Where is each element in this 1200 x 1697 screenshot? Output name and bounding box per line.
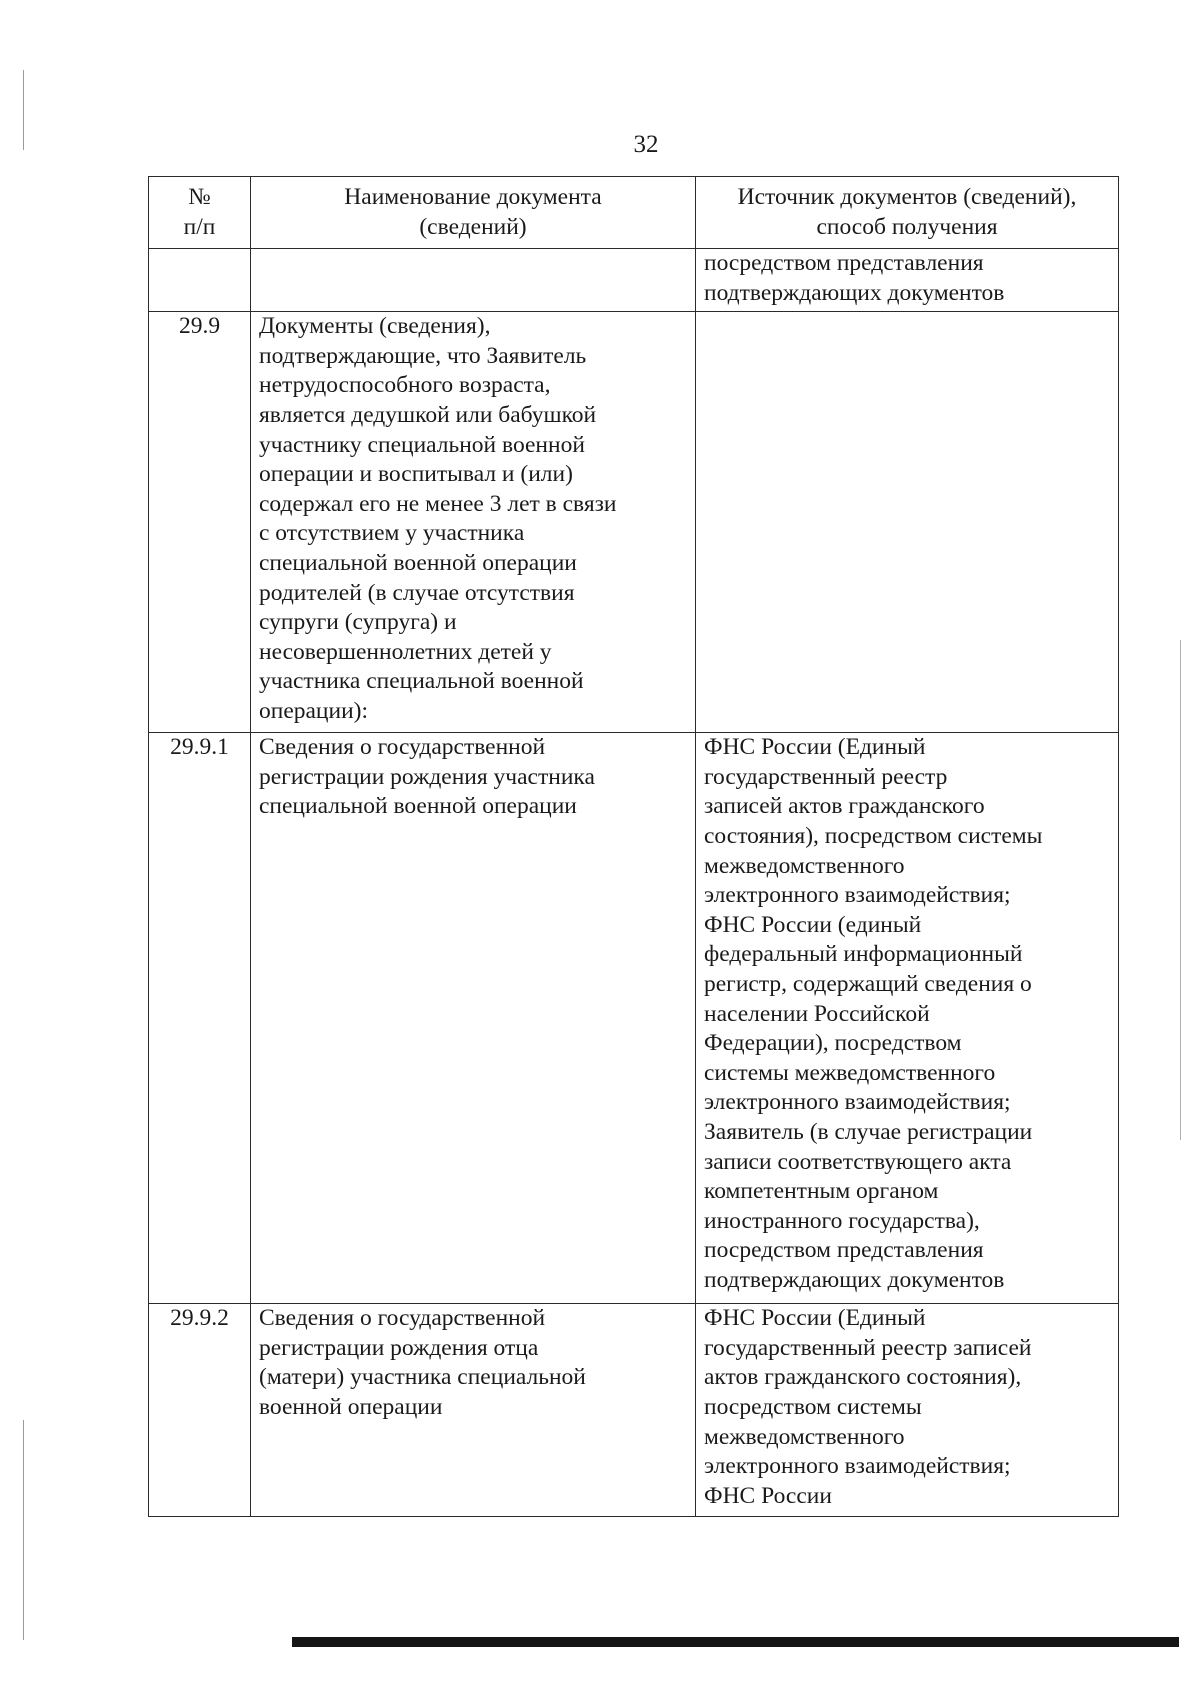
row-source-cell — [696, 249, 1119, 312]
row-source-cell — [696, 733, 1119, 1304]
row-name-cell — [251, 249, 696, 312]
row-source-cell — [696, 1304, 1119, 1517]
row-source: ФНС России (Единый государственный реестр записей актов гражданского состояния), посредством системы межведомственного электронного взаимодействия; ФНС России — [704, 1305, 1032, 1509]
scan-edge-line-left-lower — [23, 1420, 24, 1640]
header-num — [149, 177, 251, 249]
scan-bottom-bar — [292, 1637, 1179, 1647]
header-source — [696, 177, 1119, 249]
table-row — [149, 1304, 1119, 1517]
row-name-cell — [251, 1304, 696, 1517]
row-num: 29.9.2 — [170, 1305, 229, 1332]
row-name: Документы (сведения), подтверждающие, что Заявитель нетрудоспособного возраста, является дедушкой или бабушкой участнику специальной военной операции и воспитывал и (или) содержал его не менее 3 лет в связи с отсутствием у участника специальной военной операции родителей (в случае отсутствия супруги (супруга) и несовершеннолетних детей у участника специальной военной операции): — [259, 313, 617, 724]
document-table — [148, 176, 1119, 1517]
row-source: ФНС России (Единый государственный реестр записей актов гражданского состояния), посредством системы межведомственного электронного взаимодействия; ФНС России (единый федеральный информационный регистр, содержащий сведения о населении Российской Федерации), посредством системы межведомственного электронного взаимодействия; Заявитель (в случае регистрации записи соответствующего акта компетентным органом иностранного государства), посредством представления подтверждающих документов — [704, 734, 1043, 1293]
table-row — [149, 733, 1119, 1304]
row-num-cell — [149, 1304, 251, 1517]
row-num-cell — [149, 733, 251, 1304]
scan-edge-line-right — [1180, 640, 1181, 1140]
header-source-label: Источник документов (сведений), способ получения — [737, 184, 1077, 240]
row-source-cell — [696, 312, 1119, 733]
header-num-label: № п/п — [183, 184, 216, 240]
table-row — [149, 312, 1119, 733]
row-source: посредством представления подтверждающих документов — [704, 250, 1005, 306]
header-name-label: Наименование документа (сведений) — [344, 184, 602, 240]
header-name — [251, 177, 696, 249]
table-header-row — [149, 177, 1119, 249]
page-number: 32 — [633, 131, 659, 158]
row-name-cell — [251, 733, 696, 1304]
row-name-cell — [251, 312, 696, 733]
row-num-cell — [149, 249, 251, 312]
row-num: 29.9 — [178, 313, 221, 340]
row-num-cell — [149, 312, 251, 733]
row-name: Сведения о государственной регистрации рождения участника специальной военной операции — [259, 734, 595, 820]
row-num: 29.9.1 — [170, 734, 229, 761]
row-name: Сведения о государственной регистрации рождения отца (матери) участника специальной военной операции — [259, 1305, 586, 1420]
table-row — [149, 249, 1119, 312]
